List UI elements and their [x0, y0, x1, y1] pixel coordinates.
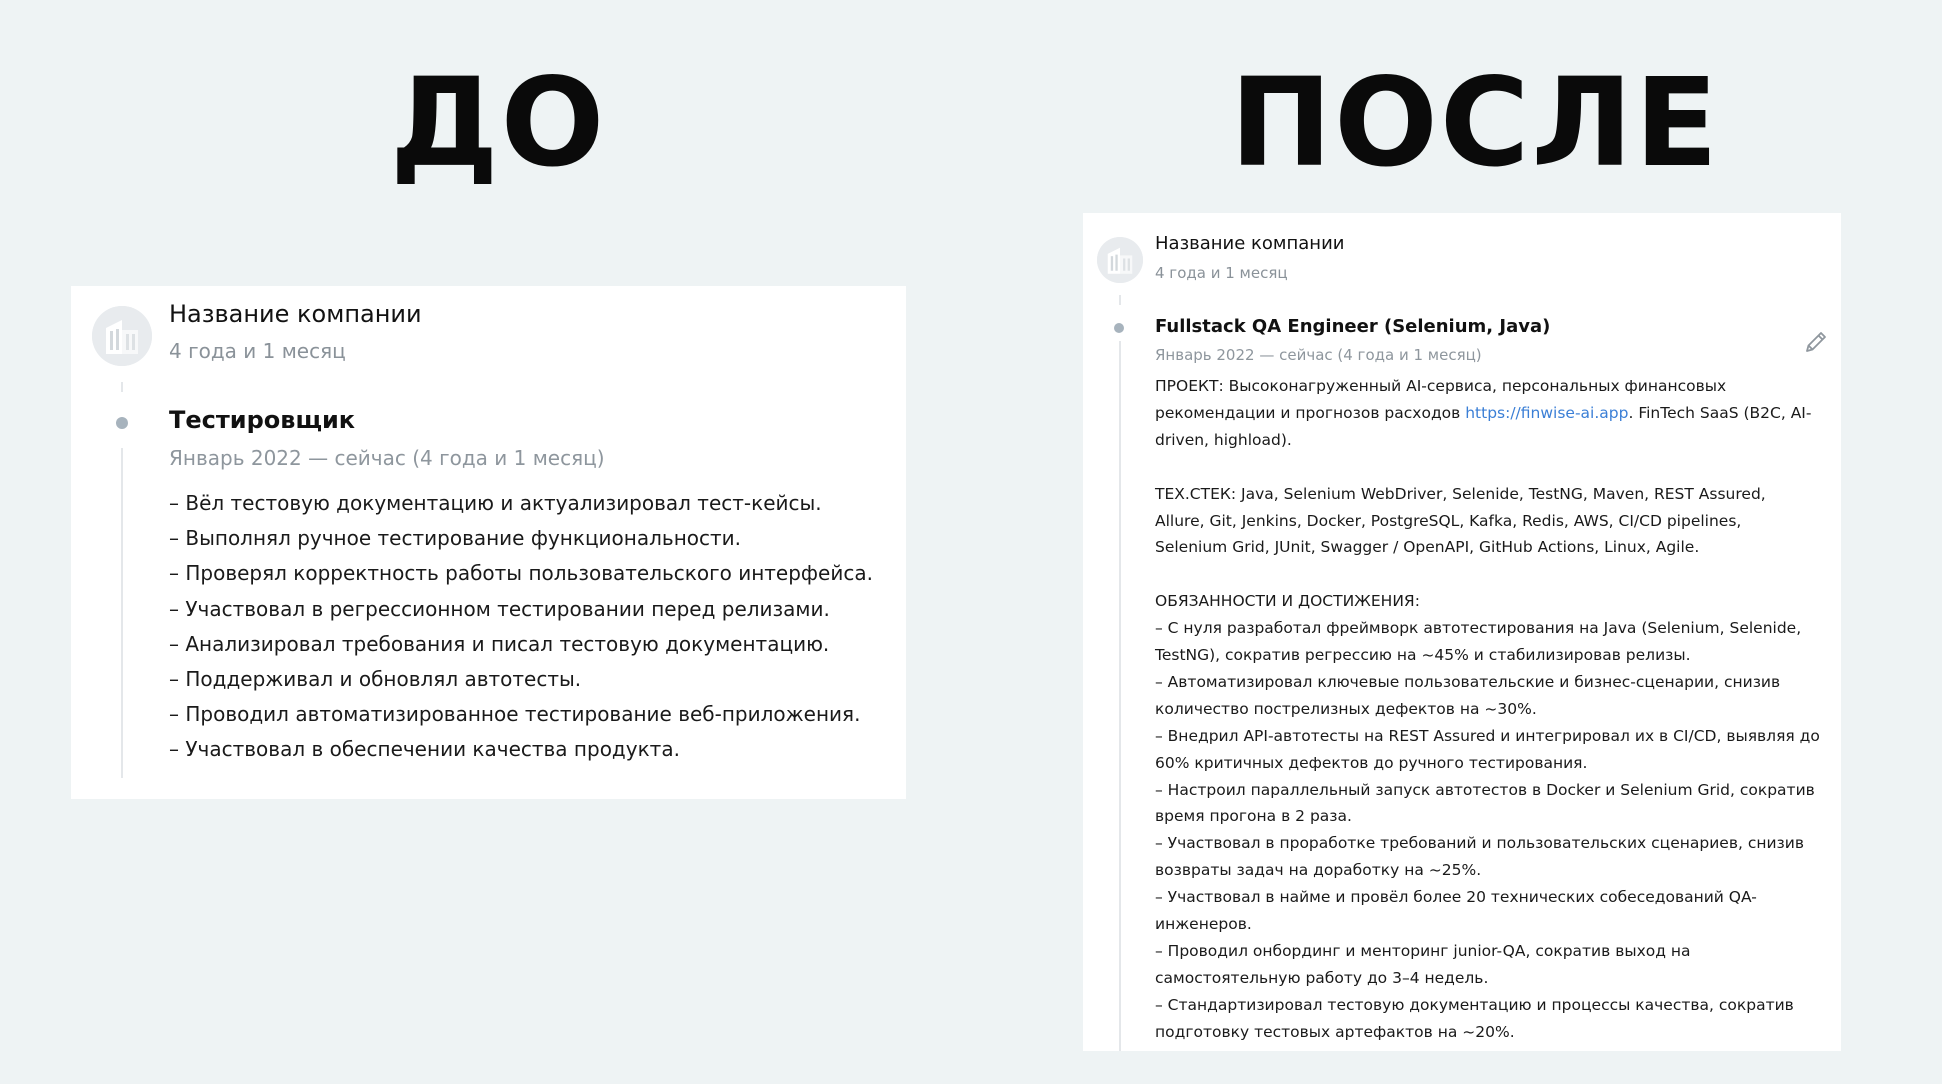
achievement-line: самостоятельную работу до 3–4 недель. [1155, 968, 1489, 987]
stack-line: ТЕХ.СТЕК: Java, Selenium WebDriver, Selenide, TestNG, Maven, REST Assured, [1155, 484, 1766, 503]
position-dates: Январь 2022 — сейчас (4 года и 1 месяц) [1155, 346, 1482, 364]
company-name: Название компании [169, 300, 422, 328]
achievement-line: – Участвовал в проработке требований и пользовательских сценариев, снизив [1155, 834, 1804, 853]
timeline-line [1119, 341, 1121, 1051]
stack-line: Allure, Git, Jenkins, Docker, PostgreSQL, Kafka, Redis, AWS, CI/CD pipelines, [1155, 511, 1742, 530]
duty-item: – Участвовал в обеспечении качества продукта. [169, 737, 680, 762]
duty-item: – Проводил автоматизированное тестирование веб-приложения. [169, 702, 861, 727]
project-text: рекомендации и прогнозов расходов [1155, 403, 1466, 422]
company-name: Название компании [1155, 233, 1345, 254]
achievement-line: возвраты задач на доработку на ~25%. [1155, 861, 1482, 880]
after-title: ПОСЛЕ [1230, 52, 1721, 194]
achievement-line: количество пострелизных дефектов на ~30%. [1155, 699, 1537, 718]
achievement-line: инженеров. [1155, 915, 1252, 934]
position-dates: Январь 2022 — сейчас (4 года и 1 месяц) [169, 446, 605, 470]
pencil-icon[interactable] [1801, 327, 1831, 357]
before-experience-card [71, 286, 906, 799]
achievement-line: – Проводил онбординг и менторинг junior-QA, сократив выход на [1155, 942, 1691, 960]
duty-item: – Поддерживал и обновлял автотесты. [169, 667, 582, 692]
duty-item: – Анализировал требования и писал тестовую документацию. [169, 631, 830, 656]
achievement-line: – Участвовал в найме и провёл более 20 технических собеседований QA- [1155, 888, 1757, 907]
project-line: driven, highload). [1155, 430, 1292, 449]
duty-item: – Вёл тестовую документацию и актуализировал тест-кейсы. [169, 491, 822, 515]
duty-item: – Проверял корректность работы пользовательского интерфейса. [169, 561, 873, 586]
achievement-line: время прогона в 2 раза. [1155, 807, 1352, 826]
project-line: ПРОЕКТ: Высоконагруженный AI-сервиса, персональных финансовых [1155, 377, 1727, 395]
achievement-line: подготовку тестовых артефактов на ~20%. [1155, 1022, 1515, 1041]
position-title: Fullstack QA Engineer (Selenium, Java) [1155, 316, 1551, 337]
duty-item: – Участвовал в регрессионном тестировании перед релизами. [169, 596, 830, 621]
timeline-line [1119, 295, 1121, 305]
duty-item: – Выполнял ручное тестирование функциональности. [169, 526, 742, 551]
position-description [1155, 373, 1827, 1046]
project-text: . FinTech SaaS (B2C, AI- [1628, 403, 1812, 422]
achievements-label: ОБЯЗАННОСТИ И ДОСТИЖЕНИЯ: [1155, 592, 1420, 611]
timeline-dot [116, 417, 128, 429]
duties-list [169, 486, 873, 768]
achievement-line: – Стандартизировал тестовую документацию и процессы качества, сократив [1155, 995, 1794, 1014]
company-tenure: 4 года и 1 месяц [1155, 264, 1288, 282]
achievement-line: – Автоматизировал ключевые пользовательские и бизнес-сценарии, снизив [1155, 672, 1781, 691]
before-title: ДО [390, 52, 607, 194]
building-icon [92, 306, 152, 366]
achievement-line: – Настроил параллельный запуск автотестов в Docker и Selenium Grid, сократив [1155, 780, 1815, 799]
achievement-line: – Внедрил API-автотесты на REST Assured и интегрировал их в CI/CD, выявляя до [1155, 726, 1820, 745]
achievement-line: – С нуля разработал фреймворк автотестирования на Java (Selenium, Selenide, [1155, 619, 1802, 638]
timeline-dot [1114, 323, 1124, 333]
company-tenure: 4 года и 1 месяц [169, 339, 346, 363]
achievement-line: 60% критичных дефектов до ручного тестирования. [1155, 753, 1588, 772]
project-link[interactable]: https://finwise-ai.app [1465, 403, 1629, 422]
timeline-line [121, 382, 123, 392]
after-experience-card [1083, 213, 1841, 1051]
timeline-line [121, 448, 123, 778]
building-icon [1097, 237, 1143, 283]
stack-line: Selenium Grid, JUnit, Swagger / OpenAPI, GitHub Actions, Linux, Agile. [1155, 538, 1700, 557]
project-line [1155, 400, 1827, 427]
position-title: Тестировщик [169, 406, 356, 434]
achievement-line: TestNG), сократив регрессию на ~45% и стабилизировав релизы. [1155, 646, 1691, 665]
